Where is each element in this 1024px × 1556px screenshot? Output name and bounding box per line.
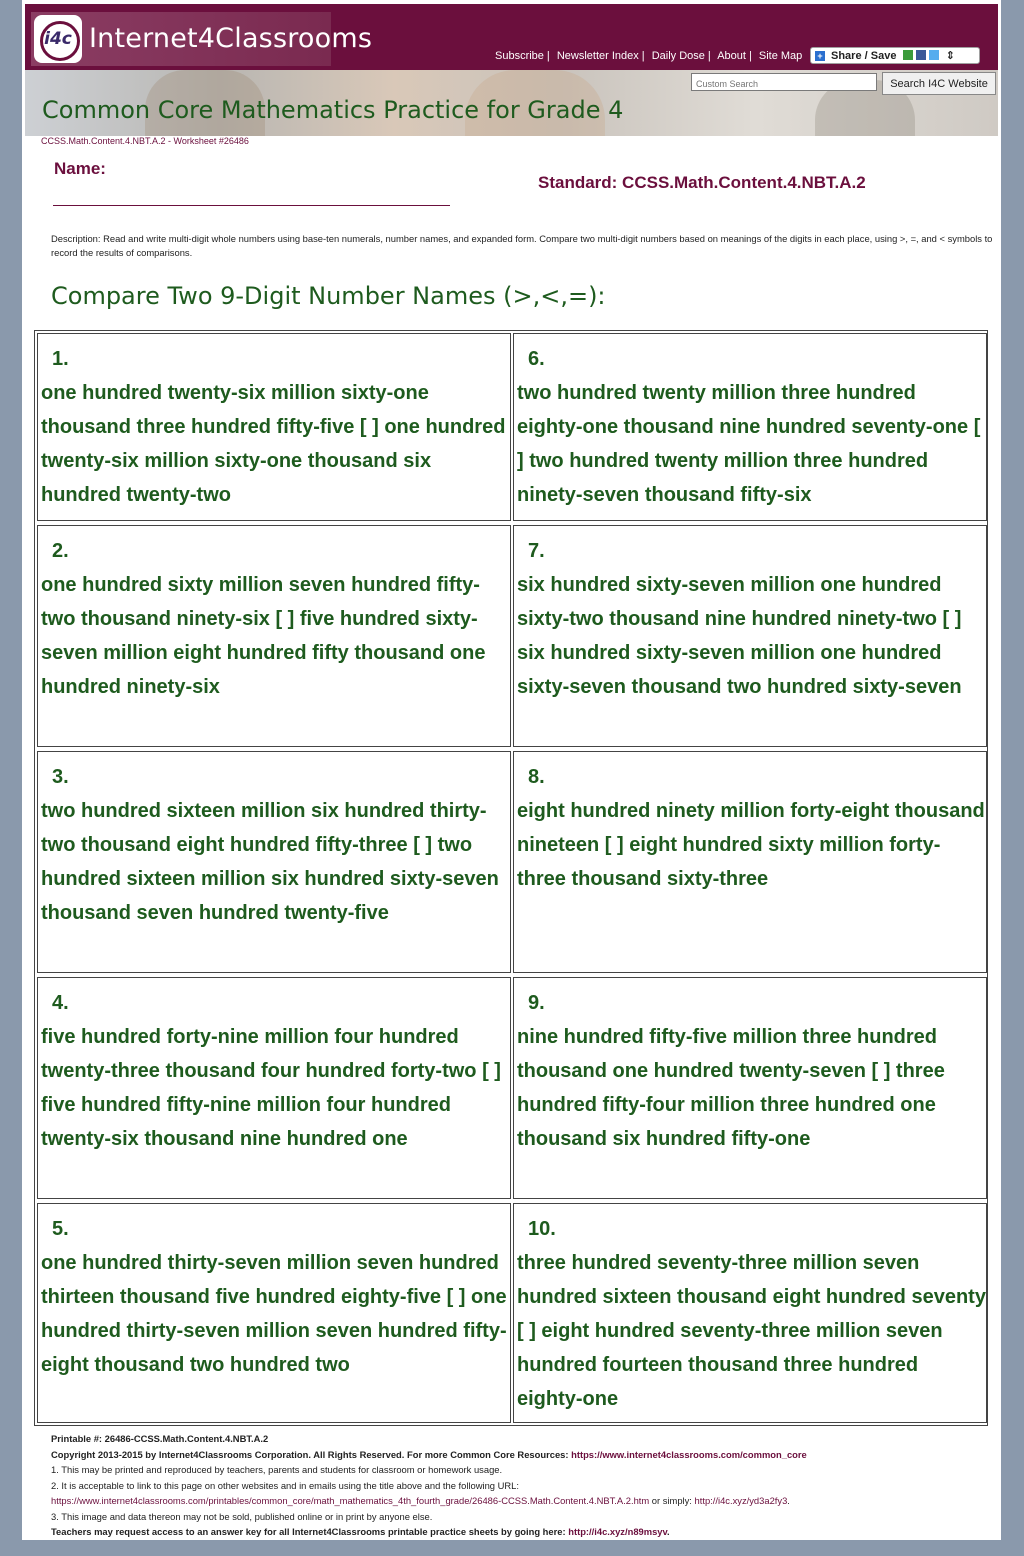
nav-daily-dose[interactable]: Daily Dose bbox=[651, 50, 705, 62]
standard-label: Standard: CCSS.Math.Content.4.NBT.A.2 bbox=[538, 173, 866, 192]
answer-key-text: Teachers may request access to an answer key for all Internet4Classrooms printable practice sheets by going here: bbox=[51, 1526, 566, 1537]
problem-number: 3. bbox=[52, 766, 69, 788]
problem-number: 5. bbox=[52, 1218, 69, 1240]
problem-cell-1 bbox=[37, 333, 511, 521]
problem-number: 6. bbox=[528, 348, 545, 370]
footer: Printable #: 26486-CCSS.Math.Content.4.NBT.A.2 Copyright 2013-2015 by Internet4Classrooms Corporation. All Rights Reserved. For more Common Core Resources: https://www.internet4classrooms.com/common_core 1. This may be printed and reproduced by teachers, parents and students for classroom or homework usage. 2. It is acceptable to link to this page on other websites and in emails using the title above and the following URL: https://www.internet4classrooms.com/printables/common_core/math_mathematics_4th_fourth_grade/26486-CCSS.Math.Content.4.NBT.A.2.htm or simply: http://i4c.xyz/yd3a2fy3. 3. This image and data thereon may not be sold, published online or in print by anyone else. Teachers may request access to an answer key for all Internet4Classrooms printable practice sheets by going here: http://i4c.xyz/n89msyv. bbox=[51, 1431, 991, 1540]
header-banner bbox=[25, 70, 998, 136]
worksheet-id: CCSS.Math.Content.4.NBT.A.2 - Worksheet #26486 bbox=[41, 136, 249, 146]
common-core-link[interactable]: https://www.internet4classrooms.com/common_core bbox=[571, 1448, 807, 1460]
problem-cell-4 bbox=[37, 977, 511, 1199]
nav-subscribe[interactable]: Subscribe bbox=[495, 50, 544, 62]
problem-cell-10 bbox=[513, 1203, 987, 1423]
note-2-mid: or simply: bbox=[649, 1495, 695, 1506]
site-header bbox=[25, 4, 998, 70]
plus-icon: + bbox=[815, 51, 825, 61]
section-title: Compare Two 9-Digit Number Names (>,<,=): bbox=[51, 282, 606, 310]
problem-cell-8 bbox=[513, 751, 987, 973]
problem-cell-5 bbox=[37, 1203, 511, 1423]
short-url[interactable]: http://i4c.xyz/yd3a2fy3 bbox=[694, 1495, 788, 1506]
note-2: 2. It is acceptable to link to this page on other websites and in emails using the title above and the following URL: bbox=[51, 1479, 519, 1491]
logo-text: Internet4Classrooms bbox=[89, 23, 373, 54]
problem-number: 7. bbox=[528, 540, 545, 562]
problem-text: three hundred seventy-three million seven hundred sixteen thousand eight hundred seventy [ ] eight hundred seventy-three million seven hundred fourteen thousand three hundred eighty-one bbox=[517, 1252, 986, 1410]
problem-number: 4. bbox=[52, 992, 69, 1014]
problem-cell-6 bbox=[513, 333, 987, 521]
problem-text: eight hundred ninety million forty-eight thousand nineteen [ ] eight hundred sixty million forty-three thousand sixty-three bbox=[517, 800, 985, 890]
facebook-icon bbox=[916, 50, 926, 60]
printable-number: Printable #: 26486-CCSS.Math.Content.4.NBT.A.2 bbox=[51, 1433, 269, 1444]
top-nav: Subscribe | Newsletter Index | Daily Dose | About | Site Map bbox=[495, 50, 803, 62]
share-save-button[interactable] bbox=[810, 47, 980, 64]
chevron-updown-icon: ⇕ bbox=[945, 50, 955, 62]
problem-cell-3 bbox=[37, 751, 511, 973]
description: Description: Read and write multi-digit whole numbers using base-ten numerals, number names, and expanded form. Compare two multi-digit numbers based on meanings of the digits in each place, using >, =, and < symbols to record the results of comparisons. bbox=[51, 233, 993, 258]
share-label: Share / Save bbox=[831, 50, 897, 62]
site-logo[interactable] bbox=[31, 12, 373, 66]
problems-table bbox=[34, 330, 988, 1426]
name-label: Name: bbox=[54, 159, 106, 178]
problem-text: five hundred forty-nine million four hundred twenty-three thousand four hundred forty-two [ ] five hundred fifty-nine million four hundred twenty-six thousand nine hundred one bbox=[41, 1026, 501, 1150]
problem-cell-9 bbox=[513, 977, 987, 1199]
share-email-icon bbox=[903, 50, 913, 60]
problem-number: 8. bbox=[528, 766, 545, 788]
nav-about[interactable]: About bbox=[717, 50, 746, 62]
worksheet-page bbox=[22, 0, 1001, 1540]
problem-number: 10. bbox=[528, 1218, 556, 1240]
search-input[interactable] bbox=[691, 73, 877, 91]
nav-newsletter-index[interactable]: Newsletter Index bbox=[556, 50, 639, 62]
problem-number: 1. bbox=[52, 348, 69, 370]
problem-number: 2. bbox=[52, 540, 69, 562]
problem-text: one hundred thirty-seven million seven hundred thirteen thousand five hundred eighty-five [ ] one hundred thirty-seven million seven hundred fifty-eight thousand two hundred two bbox=[41, 1252, 507, 1376]
note-3: 3. This image and data thereon may not be sold, published online or in print by anyone else. bbox=[51, 1510, 433, 1522]
problem-text: nine hundred fifty-five million three hundred thousand one hundred twenty-seven [ ] three hundred fifty-four million three hundred one thousand six hundred fifty-one bbox=[517, 1026, 945, 1150]
problem-number: 9. bbox=[528, 992, 545, 1014]
worksheet-url[interactable]: https://www.internet4classrooms.com/printables/common_core/math_mathematics_4th_fourth_grade/26486-CCSS.Math.Content.4.NBT.A.2.htm bbox=[51, 1495, 650, 1506]
nav-site-map[interactable]: Site Map bbox=[758, 50, 803, 62]
name-line bbox=[53, 205, 450, 206]
answer-key-link[interactable]: http://i4c.xyz/n89msyv bbox=[568, 1526, 668, 1537]
logo-badge: i4c bbox=[34, 15, 82, 63]
problem-cell-2 bbox=[37, 525, 511, 747]
problem-cell-7 bbox=[513, 525, 987, 747]
problem-text: two hundred twenty million three hundred eighty-one thousand nine hundred seventy-one [ ] two hundred twenty million three hundred ninety-seven thousand fifty-six bbox=[517, 382, 981, 506]
problem-text: six hundred sixty-seven million one hundred sixty-two thousand nine hundred ninety-two [ ] six hundred sixty-seven million one hundred sixty-seven thousand two hundred sixty-seven bbox=[517, 574, 962, 698]
twitter-icon bbox=[929, 50, 939, 60]
problem-text: one hundred twenty-six million sixty-one thousand three hundred fifty-five [ ] one hundred twenty-six million sixty-one thousand six hundred twenty-two bbox=[41, 382, 506, 506]
copyright: Copyright 2013-2015 by Internet4Classrooms Corporation. All Rights Reserved. For more Common Core Resources: bbox=[51, 1448, 569, 1460]
page-title: Common Core Mathematics Practice for Grade 4 bbox=[42, 96, 624, 124]
problem-text: two hundred sixteen million six hundred thirty-two thousand eight hundred fifty-three [ ] two hundred sixteen million six hundred sixty-seven thousand seven hundred twenty-five bbox=[41, 800, 499, 924]
note-1: 1. This may be printed and reproduced by teachers, parents and students for classroom or homework usage. bbox=[51, 1464, 503, 1475]
search-button[interactable]: Search I4C Website bbox=[882, 72, 996, 95]
problem-text: one hundred sixty million seven hundred fifty-two thousand ninety-six [ ] five hundred sixty-seven million eight hundred fifty thousand one hundred ninety-six bbox=[41, 574, 486, 698]
